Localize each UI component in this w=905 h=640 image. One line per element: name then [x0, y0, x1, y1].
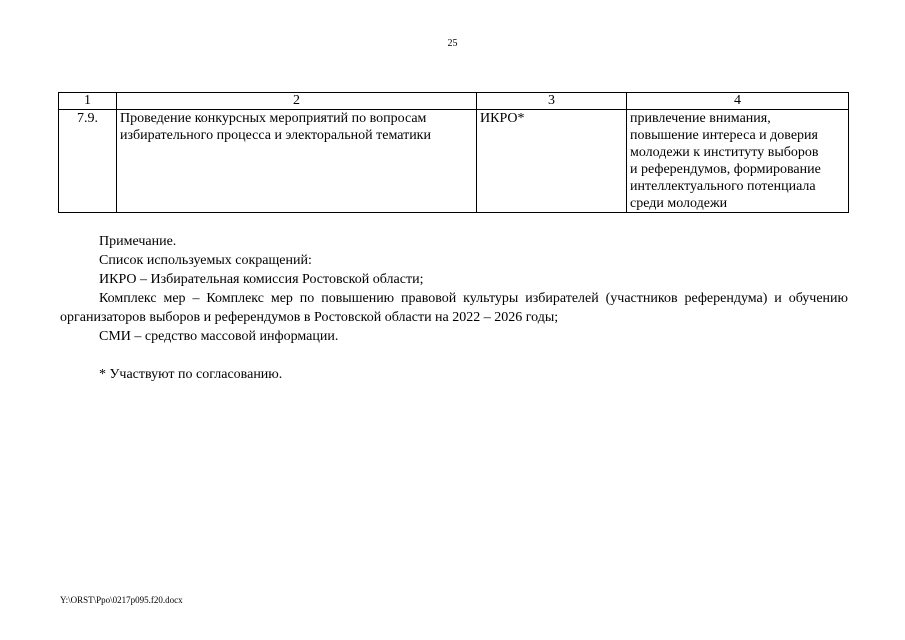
abbreviation-ikro: ИКРО – Избирательная комиссия Ростовской области; [99, 272, 424, 287]
footnote: * Участвуют по согласованию. [99, 367, 283, 382]
column-header-3: 3 [477, 93, 627, 110]
notes-spacer [60, 346, 848, 365]
goal-line: среди молодежи [630, 196, 728, 211]
notes-title: Примечание. [99, 234, 177, 249]
goal-line: привлечение внимания, [630, 111, 771, 126]
notes-section [60, 232, 848, 384]
abbreviation-smi: СМИ – средство массовой информации. [99, 329, 339, 344]
executor-cell: ИКРО* [477, 110, 627, 213]
event-cell: Проведение конкурсных мероприятий по вопросам избирательного процесса и электоральной тематики [117, 110, 477, 213]
goal-line: молодежи к институту выборов [630, 145, 819, 160]
goal-line: интеллектуального потенциала [630, 179, 816, 194]
column-header-4: 4 [627, 93, 849, 110]
page-number: 25 [447, 38, 458, 49]
column-header-2: 2 [117, 93, 477, 110]
goal-line: повышение интереса и доверия [630, 128, 818, 143]
table-header-row [59, 93, 849, 110]
document-file-path: Y:\ORST\Ppo\0217p095.f20.docx [60, 595, 183, 605]
goal-cell [627, 110, 849, 213]
row-number-cell: 7.9. [59, 110, 117, 213]
goal-line: и референдумов, формирование [630, 162, 821, 177]
measures-table [58, 92, 849, 213]
abbreviations-heading: Список используемых сокращений: [99, 253, 312, 268]
column-header-1: 1 [59, 93, 117, 110]
abbreviation-kompleks: Комплекс мер – Комплекс мер по повышению правовой культуры избирателей (участников референдума) и обучению организаторов выборов и референдумов в Ростовской области на 2022 – 2026 годы; [60, 291, 848, 325]
table-row [59, 110, 849, 213]
